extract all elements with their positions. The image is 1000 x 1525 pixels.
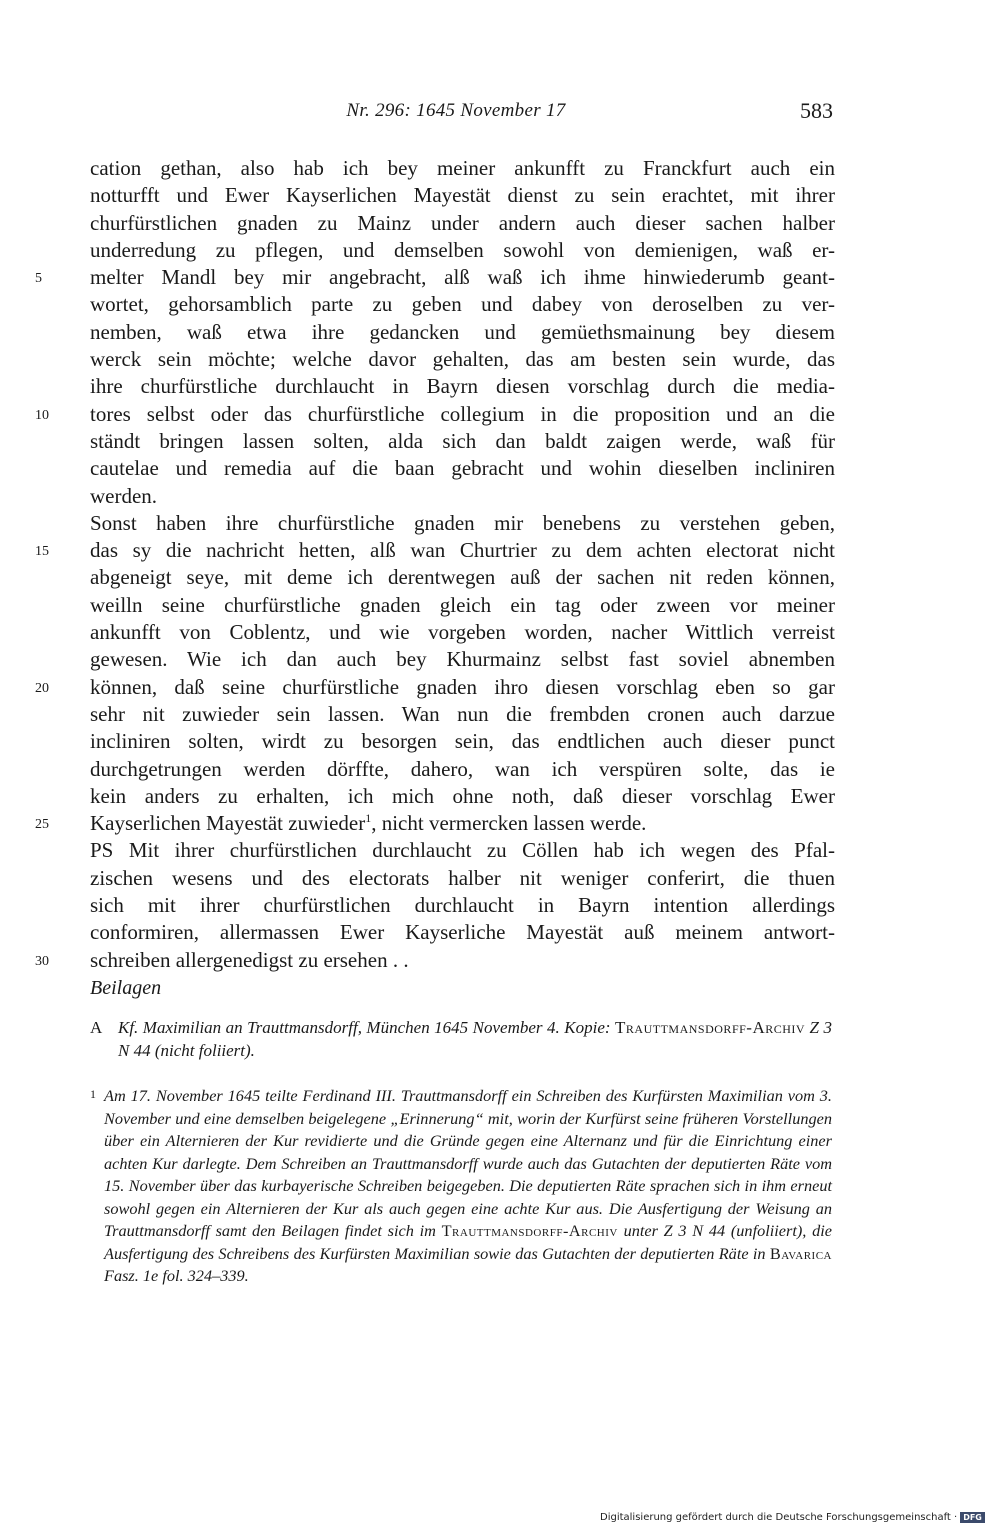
footnote-text-b: unter Z 3 N 44 (unfoliiert), die Ausfertigung des Schreibens des Kurfürsten Maximilian sowie das Gutachten der deputierten Räte in	[104, 1221, 832, 1263]
text-line	[90, 701, 835, 728]
text-line	[90, 210, 835, 237]
line-text: churfürstlichen gnaden zu Mainz under andern auch dieser sachen halber	[90, 210, 835, 235]
line-text: das sy die nachricht hetten, alß wan Churtrier zu dem achten electorat nicht	[90, 538, 835, 563]
line-text: gewesen. Wie ich dan auch bey Khurmainz selbst fast soviel abnemben	[90, 647, 835, 672]
text-line	[35, 674, 835, 701]
beilage-text	[118, 1016, 832, 1062]
footnote-text-c: Fasz. 1e fol. 324–339.	[104, 1266, 249, 1285]
text-line	[90, 155, 835, 182]
line-text: abgeneigt seye, mit deme ich derentwegen auß der sachen nit reden können,	[90, 565, 835, 590]
line-number: 25	[35, 817, 49, 833]
text-line	[90, 564, 835, 591]
line-text: Kayserlichen Mayestät zuwieder	[90, 811, 366, 836]
line-text: tores selbst oder das churfürstliche collegium in die proposition und an die	[90, 401, 835, 426]
footnote-marker: 1	[90, 1087, 96, 1101]
line-number: 5	[35, 271, 42, 287]
text-line	[90, 865, 835, 892]
line-text: durchgetrungen werden dörffte, dahero, wan ich verspüren solte, das ie	[90, 756, 835, 781]
line-text: werden.	[90, 483, 158, 508]
text-line	[90, 291, 835, 318]
body-text	[35, 155, 835, 974]
footnote-text	[104, 1085, 832, 1288]
text-line	[90, 319, 835, 346]
line-text-after: , nicht vermercken lassen werde.	[371, 811, 647, 836]
text-line	[90, 483, 835, 510]
dfg-logo: DFG	[960, 1512, 985, 1523]
line-number: 15	[35, 544, 49, 560]
line-text: underredung zu pflegen, und demselben sowohl von demienigen, waß er-	[90, 237, 835, 262]
line-number: 30	[35, 953, 49, 969]
line-text: weilln seine churfürstliche gnaden gleich ein tag oder zween vor meiner	[90, 592, 835, 617]
line-text: notturfft und Ewer Kayserlichen Mayestät dienst zu sein erachtet, mit ihrer	[90, 183, 835, 208]
line-number: 10	[35, 407, 49, 423]
beilage-text-a: Kf. Maximilian an Trauttmansdorff, München 1645 November 4. Kopie:	[118, 1018, 616, 1037]
text-line	[35, 537, 835, 564]
line-number: 20	[35, 680, 49, 696]
text-line	[35, 810, 835, 837]
text-line	[90, 346, 835, 373]
footnote-reference: 1	[365, 811, 372, 826]
text-line	[90, 455, 835, 482]
credit-text: Digitalisierung gefördert durch die Deutsche Forschungsgemeinschaft ·	[600, 1512, 958, 1523]
line-text: nemben, waß etwa ihre gedancken und gemüethsmainung bey diesem	[90, 319, 835, 344]
beilage-text-b: Z 3 N 44 (nicht foliiert).	[118, 1018, 833, 1060]
text-line	[90, 182, 835, 209]
text-line	[90, 756, 835, 783]
line-text: sich mit ihrer churfürstlichen durchlaucht in Bayrn intention allerdings	[90, 893, 835, 918]
text-line	[35, 264, 835, 291]
text-line	[35, 401, 835, 428]
text-line	[90, 510, 835, 537]
beilage-letter: A	[90, 1018, 103, 1037]
footnote-archive-a: Trauttmansdorff-Archiv	[441, 1221, 618, 1240]
text-line	[90, 646, 835, 673]
archive-name: Trauttmansdorff-Archiv	[615, 1018, 806, 1037]
line-text: schreiben allergenedigst zu ersehen . .	[90, 947, 409, 972]
text-line	[35, 947, 835, 974]
text-line	[90, 837, 835, 864]
footnote-archive-b: Bavarica	[769, 1243, 832, 1263]
line-text: ständt bringen lassen solten, alda sich dan baldt zaigen werde, waß für	[90, 428, 835, 453]
line-text: ihre churfürstliche durchlaucht in Bayrn diesen vorschlag durch die media-	[90, 374, 835, 399]
text-line	[90, 919, 835, 946]
line-text: cautelae und remedia auf die baan gebracht und wohin dieselben incliniren	[90, 456, 835, 481]
footnote	[90, 1085, 832, 1288]
footnote-text-a: Am 17. November 1645 teilte Ferdinand III. Trauttmansdorff ein Schreiben des Kurfürsten Maximilian vom 3. November und eine demselben beigelegene „Erinnerung“ mit, worin der Kurfürst seine früheren Vorstellungen über ein Alternieren der Kur revidierte und die Gründe gegen eine Alternanz und für die Einrichtung einer achten Kur darlegte. Dem Schreiben an Trauttmansdorff wurde auch das Gutachten der deputierten Räte vom 15. November über das kurbayerische Schreiben beigegeben. Die deputierten Räte sprachen sich in ihm erneut sowohl gegen ein Alternieren der Kur als auch gegen eine achte Kur aus. Die Ausfertigung der Weisung an Trauttmansdorff samt den Beilagen findet sich im	[104, 1086, 832, 1240]
text-line	[90, 428, 835, 455]
text-line	[90, 592, 835, 619]
line-text: Sonst haben ihre churfürstliche gnaden mir benebens zu verstehen geben,	[90, 510, 835, 535]
line-text: melter Mandl bey mir angebracht, alß waß ich ihme hinwiederumb geant-	[90, 265, 835, 290]
line-text: cation gethan, also hab ich bey meiner ankunfft zu Franckfurt auch ein	[90, 156, 835, 180]
text-line	[90, 619, 835, 646]
line-text: conformiren, allermassen Ewer Kayserliche Mayestät auß meinem antwort-	[90, 920, 835, 945]
line-text: wortet, gehorsamblich parte zu geben und dabey von deroselben zu ver-	[90, 292, 835, 317]
text-line	[90, 728, 835, 755]
text-line	[90, 237, 835, 264]
line-text: werck sein möchte; welche davor gehalten, das am besten sein wurde, das	[90, 347, 835, 372]
line-text: kein anders zu erhalten, ich mich ohne noth, daß dieser vorschlag Ewer	[90, 783, 835, 808]
beilagen-heading: Beilagen	[90, 977, 162, 999]
line-text: PS Mit ihrer churfürstlichen durchlaucht zu Cöllen hab ich wegen des Pfal-	[90, 838, 835, 863]
line-text: zischen wesens und des electorats halber nit weniger conferirt, die thuen	[90, 865, 835, 890]
line-text: sehr nit zuwieder sein lassen. Wan nun die frembden cronen auch darzue	[90, 701, 835, 726]
line-text: können, daß seine churfürstliche gnaden ihro diesen vorschlag eben so gar	[90, 674, 835, 699]
text-line	[90, 783, 835, 810]
beilage-item	[90, 1016, 832, 1062]
page-number: 583	[800, 98, 833, 123]
line-text: incliniren solten, wirdt zu besorgen sein, das endtlichen auch dieser punct	[90, 729, 835, 754]
text-line	[90, 373, 835, 400]
text-line	[90, 892, 835, 919]
page-header-title: Nr. 296: 1645 November 17	[346, 100, 566, 121]
digitization-credit	[600, 1512, 1000, 1525]
line-text: ankunfft von Coblentz, und wie vorgeben worden, nacher Wittlich verreist	[90, 620, 835, 645]
